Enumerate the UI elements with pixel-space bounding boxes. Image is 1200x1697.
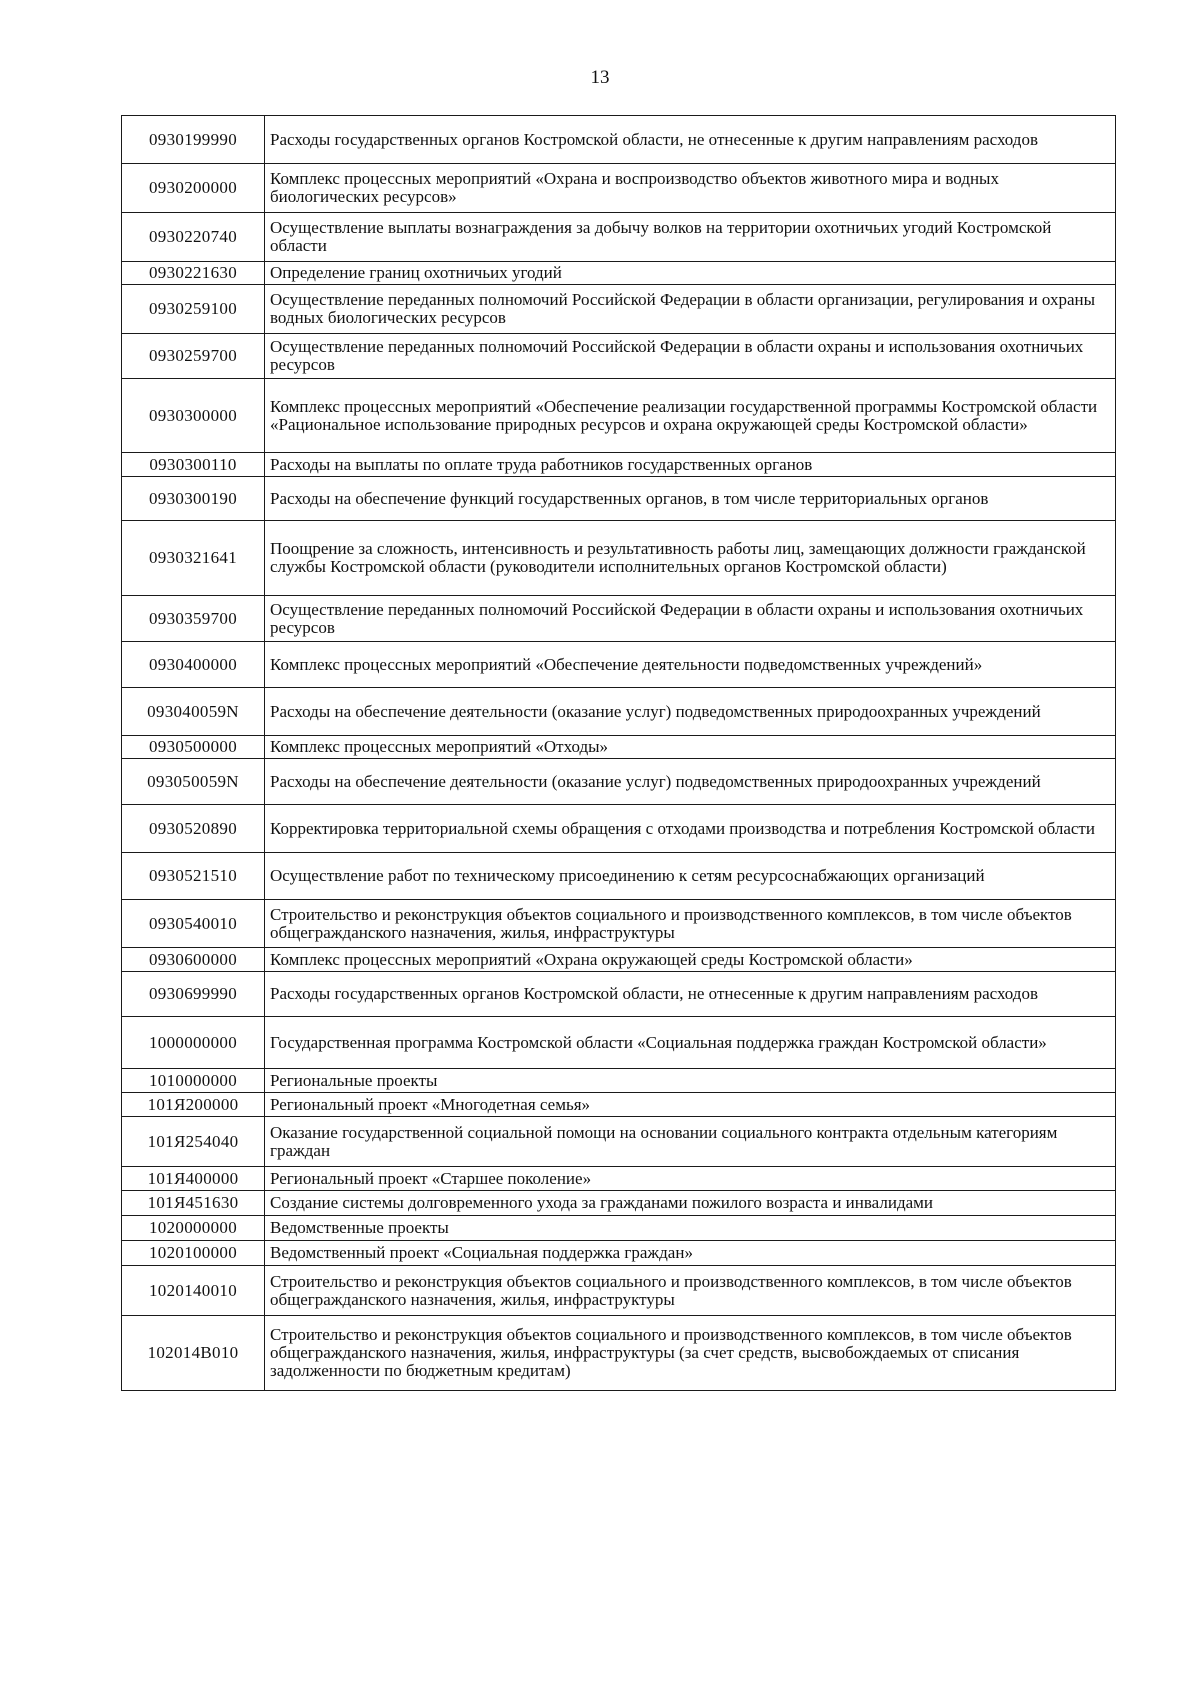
table-body: [122, 116, 1116, 1391]
row-code-cell: 093050059N: [122, 759, 265, 805]
row-code-cell: 0930600000: [122, 948, 265, 972]
row-code-cell: 0930300110: [122, 453, 265, 477]
row-description-cell: Осуществление переданных полномочий Российской Федерации в области охраны и использования охотничьих ресурсов: [265, 334, 1116, 379]
row-code-cell: 0930220740: [122, 213, 265, 262]
row-code-cell: 0930259100: [122, 285, 265, 334]
row-code-cell: 0930521510: [122, 853, 265, 900]
row-code-cell: 0930400000: [122, 642, 265, 688]
row-description-cell: Ведомственные проекты: [265, 1216, 1116, 1241]
table-row: [122, 596, 1116, 642]
row-description-cell: Строительство и реконструкция объектов социального и производственного комплексов, в том числе объектов общегражданского назначения, жилья, инфраструктуры: [265, 900, 1116, 948]
row-code-cell: 0930221630: [122, 262, 265, 285]
row-code-cell: 1020000000: [122, 1216, 265, 1241]
row-description-cell: Расходы на обеспечение функций государственных органов, в том числе территориальных органов: [265, 477, 1116, 521]
row-code-cell: 0930200000: [122, 164, 265, 213]
row-code-cell: 1020140010: [122, 1266, 265, 1316]
row-description-cell: Комплекс процессных мероприятий «Обеспечение реализации государственной программы Костромской области «Рациональное использование природных ресурсов и охрана окружающей среды Костромской области»: [265, 379, 1116, 453]
table-row: [122, 853, 1116, 900]
row-description-cell: Строительство и реконструкция объектов социального и производственного комплексов, в том числе объектов общегражданского назначения, жилья, инфраструктуры (за счет средств, высвобождаемых от списания задолженности по бюджетным кредитам): [265, 1316, 1116, 1391]
table-row: [122, 948, 1116, 972]
table-row: [122, 213, 1116, 262]
row-description-cell: Оказание государственной социальной помощи на основании социального контракта отдельным категориям граждан: [265, 1117, 1116, 1167]
table-row: [122, 521, 1116, 596]
row-code-cell: 0930300190: [122, 477, 265, 521]
row-code-cell: 0930520890: [122, 805, 265, 853]
row-description-cell: Комплекс процессных мероприятий «Охрана окружающей среды Костромской области»: [265, 948, 1116, 972]
table-row: [122, 1266, 1116, 1316]
row-description-cell: Комплекс процессных мероприятий «Отходы»: [265, 736, 1116, 759]
table-row: [122, 642, 1116, 688]
row-description-cell: Расходы государственных органов Костромской области, не отнесенные к другим направлениям расходов: [265, 116, 1116, 164]
row-description-cell: Расходы на обеспечение деятельности (оказание услуг) подведомственных природоохранных учреждений: [265, 688, 1116, 736]
budget-classification-table: [121, 115, 1116, 1391]
row-description-cell: Поощрение за сложность, интенсивность и результативность работы лиц, замещающих должности гражданской службы Костромской области (руководители исполнительных органов Костромской области): [265, 521, 1116, 596]
table-row: [122, 285, 1116, 334]
row-description-cell: Осуществление переданных полномочий Российской Федерации в области организации, регулирования и охраны водных биологических ресурсов: [265, 285, 1116, 334]
row-description-cell: Осуществление работ по техническому присоединению к сетям ресурсоснабжающих организаций: [265, 853, 1116, 900]
row-description-cell: Расходы на обеспечение деятельности (оказание услуг) подведомственных природоохранных учреждений: [265, 759, 1116, 805]
row-description-cell: Осуществление выплаты вознаграждения за добычу волков на территории охотничьих угодий Костромской области: [265, 213, 1116, 262]
row-code-cell: 0930321641: [122, 521, 265, 596]
row-description-cell: Государственная программа Костромской области «Социальная поддержка граждан Костромской области»: [265, 1017, 1116, 1069]
row-code-cell: 102014В010: [122, 1316, 265, 1391]
table-row: [122, 900, 1116, 948]
row-code-cell: 0930199990: [122, 116, 265, 164]
row-code-cell: 093040059N: [122, 688, 265, 736]
table-row: [122, 164, 1116, 213]
table-row: [122, 1316, 1116, 1391]
row-code-cell: 0930259700: [122, 334, 265, 379]
row-code-cell: 0930300000: [122, 379, 265, 453]
table-row: [122, 1241, 1116, 1266]
row-code-cell: 101Я200000: [122, 1093, 265, 1117]
row-code-cell: 101Я451630: [122, 1191, 265, 1216]
row-code-cell: 0930699990: [122, 972, 265, 1017]
row-description-cell: Расходы на выплаты по оплате труда работников государственных органов: [265, 453, 1116, 477]
page-number: 13: [590, 67, 610, 88]
row-code-cell: 1000000000: [122, 1017, 265, 1069]
table-row: [122, 334, 1116, 379]
table-row: [122, 453, 1116, 477]
row-code-cell: 0930359700: [122, 596, 265, 642]
table-row: [122, 1017, 1116, 1069]
table-row: [122, 759, 1116, 805]
table-row: [122, 116, 1116, 164]
row-description-cell: Осуществление переданных полномочий Российской Федерации в области охраны и использования охотничьих ресурсов: [265, 596, 1116, 642]
row-description-cell: Создание системы долговременного ухода за гражданами пожилого возраста и инвалидами: [265, 1191, 1116, 1216]
row-code-cell: 1010000000: [122, 1069, 265, 1093]
table-row: [122, 1216, 1116, 1241]
row-code-cell: 101Я254040: [122, 1117, 265, 1167]
table-row: [122, 477, 1116, 521]
table-row: [122, 379, 1116, 453]
row-code-cell: 0930500000: [122, 736, 265, 759]
table-row: [122, 1117, 1116, 1167]
row-description-cell: Комплекс процессных мероприятий «Обеспечение деятельности подведомственных учреждений»: [265, 642, 1116, 688]
table-row: [122, 1167, 1116, 1191]
row-code-cell: 1020100000: [122, 1241, 265, 1266]
row-description-cell: Региональный проект «Многодетная семья»: [265, 1093, 1116, 1117]
table-row: [122, 1069, 1116, 1093]
row-description-cell: Определение границ охотничьих угодий: [265, 262, 1116, 285]
row-description-cell: Региональные проекты: [265, 1069, 1116, 1093]
row-description-cell: Региональный проект «Старшее поколение»: [265, 1167, 1116, 1191]
row-description-cell: Ведомственный проект «Социальная поддержка граждан»: [265, 1241, 1116, 1266]
row-description-cell: Расходы государственных органов Костромской области, не отнесенные к другим направлениям расходов: [265, 972, 1116, 1017]
table-row: [122, 262, 1116, 285]
row-description-cell: Корректировка территориальной схемы обращения с отходами производства и потребления Костромской области: [265, 805, 1116, 853]
table-row: [122, 805, 1116, 853]
table-row: [122, 972, 1116, 1017]
table-row: [122, 688, 1116, 736]
row-code-cell: 0930540010: [122, 900, 265, 948]
table-row: [122, 736, 1116, 759]
table-row: [122, 1191, 1116, 1216]
row-description-cell: Строительство и реконструкция объектов социального и производственного комплексов, в том числе объектов общегражданского назначения, жилья, инфраструктуры: [265, 1266, 1116, 1316]
row-code-cell: 101Я400000: [122, 1167, 265, 1191]
table-row: [122, 1093, 1116, 1117]
row-description-cell: Комплекс процессных мероприятий «Охрана и воспроизводство объектов животного мира и водных биологических ресурсов»: [265, 164, 1116, 213]
